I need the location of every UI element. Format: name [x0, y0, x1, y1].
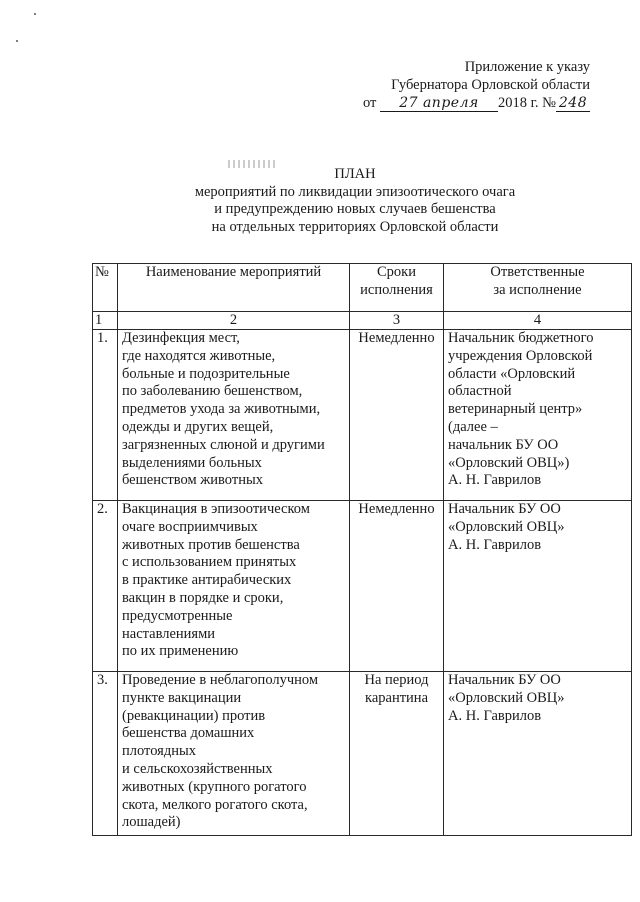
- header-terms-line-1: Сроки: [377, 264, 416, 280]
- column-number: 3: [350, 312, 444, 330]
- cell-line: одежды и других вещей,: [122, 418, 274, 435]
- cell-line: А. Н. Гаврилов: [448, 707, 542, 724]
- appendix-line-1: Приложение к указу: [464, 59, 590, 75]
- header-responsible-line-1: Ответственные: [490, 264, 585, 280]
- cell-line: бешенством животных: [122, 472, 263, 489]
- plan-title: [130, 166, 580, 236]
- cell-line: начальник БУ ОО: [448, 436, 559, 453]
- cell-line: областной: [448, 383, 512, 400]
- cell-line: На период: [364, 672, 429, 688]
- cell-line: Начальник бюджетного: [448, 330, 594, 346]
- year-text: 2018 г. №: [497, 95, 556, 111]
- row-term: [350, 501, 444, 672]
- handwritten-number: 248: [556, 96, 590, 112]
- cell-line: пункте вакцинации: [122, 689, 242, 706]
- table-row: [93, 501, 632, 672]
- cell-line: учреждения Орловской: [448, 347, 593, 364]
- cell-line: Проведение в неблагополучном: [122, 672, 319, 688]
- cell-line: «Орловский ОВЦ»): [448, 454, 570, 471]
- cell-line: скота, мелкого рогатого скота,: [122, 796, 308, 813]
- cell-line: выделениями больных: [122, 454, 262, 471]
- cell-line: очаге восприимчивых: [122, 518, 258, 535]
- row-responsible: [444, 501, 632, 672]
- scan-speck: [34, 13, 36, 15]
- header-responsible: [444, 264, 632, 312]
- cell-line: и сельскохозяйственных: [122, 760, 273, 777]
- cell-line: области «Орловский: [448, 365, 576, 382]
- cell-line: «Орловский ОВЦ»: [448, 689, 565, 706]
- plan-table: [92, 263, 632, 836]
- row-measure: [118, 672, 350, 836]
- cell-line: с использованием принятых: [122, 554, 297, 571]
- header-name: Наименование мероприятий: [118, 264, 350, 312]
- appendix-line-2: Губернатора Орловской области: [391, 77, 590, 93]
- cell-line: в практике антирабических: [122, 572, 292, 589]
- plan-subtitle-line-2: и предупреждению новых случаев бешенства: [214, 201, 496, 217]
- column-number: 4: [444, 312, 632, 330]
- cell-line: предметов ухода за животными,: [122, 401, 321, 418]
- cell-line: по заболеванию бешенством,: [122, 383, 303, 400]
- row-index: 1.: [93, 330, 118, 501]
- row-index: 3.: [93, 672, 118, 836]
- cell-line: плотоядных: [122, 743, 196, 760]
- appendix-date-line: [340, 94, 590, 112]
- row-measure: [118, 501, 350, 672]
- cell-line: А. Н. Гаврилов: [448, 472, 542, 489]
- row-term: [350, 672, 444, 836]
- row-responsible: [444, 672, 632, 836]
- column-number: 1: [93, 312, 118, 330]
- cell-line: Начальник БУ ОО: [448, 501, 561, 517]
- cell-line: предусмотренные: [122, 607, 233, 624]
- cell-line: Вакцинация в эпизоотическом: [122, 501, 310, 517]
- scan-speck: [16, 40, 18, 42]
- table-header-row: [93, 264, 632, 312]
- cell-line: А. Н. Гаврилов: [448, 536, 542, 553]
- cell-line: «Орловский ОВЦ»: [448, 518, 565, 535]
- cell-line: лошадей): [122, 814, 181, 831]
- cell-line: больные и подозрительные: [122, 365, 290, 382]
- cell-line: Немедленно: [358, 501, 435, 517]
- cell-line: загрязненных слюной и другими: [122, 436, 325, 453]
- plan-subtitle-line-3: на отдельных территориях Орловской области: [211, 218, 499, 235]
- cell-line: животных (крупного рогатого: [122, 778, 307, 795]
- row-term: [350, 330, 444, 501]
- cell-line: Немедленно: [358, 330, 435, 346]
- header-number: №: [93, 264, 118, 312]
- row-responsible: [444, 330, 632, 501]
- header-terms-line-2: исполнения: [360, 281, 433, 298]
- appendix-block: [340, 58, 590, 112]
- cell-line: где находятся животные,: [122, 347, 276, 364]
- plan-heading: ПЛАН: [334, 166, 376, 182]
- cell-line: животных против бешенства: [122, 536, 300, 553]
- row-index: 2.: [93, 501, 118, 672]
- cell-line: Дезинфекция мест,: [122, 330, 240, 346]
- cell-line: ветеринарный центр»: [448, 401, 583, 418]
- column-number: 2: [118, 312, 350, 330]
- header-responsible-line-2: за исполнение: [493, 281, 582, 298]
- handwritten-date: 27 апреля: [380, 96, 498, 112]
- row-measure: [118, 330, 350, 501]
- header-terms: [350, 264, 444, 312]
- cell-line: наставлениями: [122, 625, 216, 642]
- cell-line: бешенства домашних: [122, 725, 255, 742]
- column-number-row: [93, 312, 632, 330]
- table-row: [93, 672, 632, 836]
- cell-line: (ревакцинации) против: [122, 707, 266, 724]
- cell-line: Начальник БУ ОО: [448, 672, 561, 688]
- table-row: [93, 330, 632, 501]
- cell-line: (далее –: [448, 418, 498, 435]
- plan-subtitle-line-1: мероприятий по ликвидации эпизоотического очага: [194, 183, 516, 200]
- cell-line: вакцин в порядке и сроки,: [122, 589, 284, 606]
- date-prefix: от: [362, 95, 377, 111]
- cell-line: по их применению: [122, 643, 239, 660]
- cell-line: карантина: [365, 689, 428, 706]
